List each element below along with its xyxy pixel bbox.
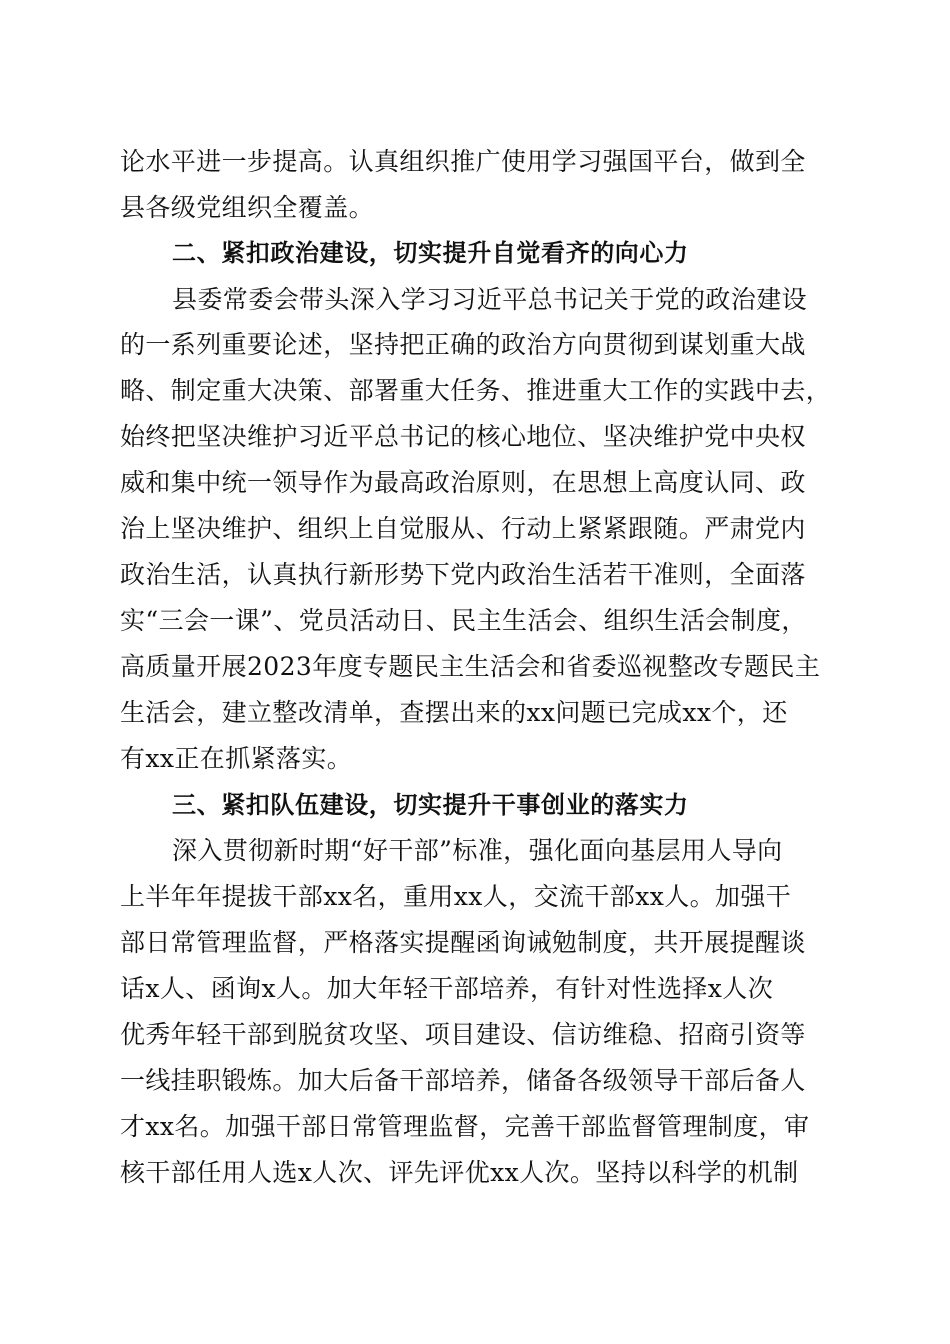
body-line: 部日常管理监督，严格落实提醒函询诫勉制度，共开展提醒谈: [120, 928, 806, 957]
body-line: 一线挂职锻炼。加大后备干部培养，储备各级领导干部后备人: [120, 1066, 806, 1095]
body-line: 论水平进一步提高。认真组织推广使用学习强国平台，做到全: [120, 147, 806, 176]
body-line: 政治生活，认真执行新形势下党内政治生活若干准则，全面落: [120, 560, 806, 589]
body-line: 核干部任用人选x人次、评先评优xx人次。坚持以科学的机制: [120, 1158, 799, 1187]
body-line: 略、制定重大决策、部署重大任务、推进重大工作的实践中去，: [120, 376, 832, 405]
body-line: 深入贯彻新时期“好干部”标准，强化面向基层用人导向: [172, 836, 783, 865]
body-line: 优秀年轻干部到脱贫攻坚、项目建设、信访维稳、招商引资等: [120, 1020, 806, 1049]
body-line: 的一系列重要论述，坚持把正确的政治方向贯彻到谋划重大战: [120, 330, 806, 359]
body-line: 话x人、函询x人。加大年轻干部培养，有针对性选择x人次: [120, 974, 774, 1003]
body-line: 上半年年提拔干部xx名，重用xx人，交流干部xx人。加强干: [120, 882, 792, 911]
body-line: 始终把坚决维护习近平总书记的核心地位、坚决维护党中央权: [120, 422, 806, 451]
body-line: 实“三会一课”、党员活动日、民主生活会、组织生活会制度，: [120, 606, 807, 635]
body-line: 生活会，建立整改清单，查摆出来的xx问题已完成xx个，还: [120, 698, 788, 727]
body-line: 有xx正在抓紧落实。: [120, 744, 353, 773]
section-heading: 二、紧扣政治建设，切实提升自觉看齐的向心力: [172, 239, 689, 267]
section-heading: 三、紧扣队伍建设，切实提升干事创业的落实力: [172, 791, 689, 819]
body-line: 县各级党组织全覆盖。: [120, 193, 375, 222]
body-line: 才xx名。加强干部日常管理监督，完善干部监督管理制度，审: [120, 1112, 810, 1141]
body-line: 县委常委会带头深入学习习近平总书记关于党的政治建设: [172, 285, 808, 314]
body-line: 威和集中统一领导作为最高政治原则，在思想上高度认同、政: [120, 468, 806, 497]
body-line: 高质量开展2023年度专题民主生活会和省委巡视整改专题民主: [120, 652, 821, 681]
body-line: 治上坚决维护、组织上自觉服从、行动上紧紧跟随。严肃党内: [120, 514, 806, 543]
